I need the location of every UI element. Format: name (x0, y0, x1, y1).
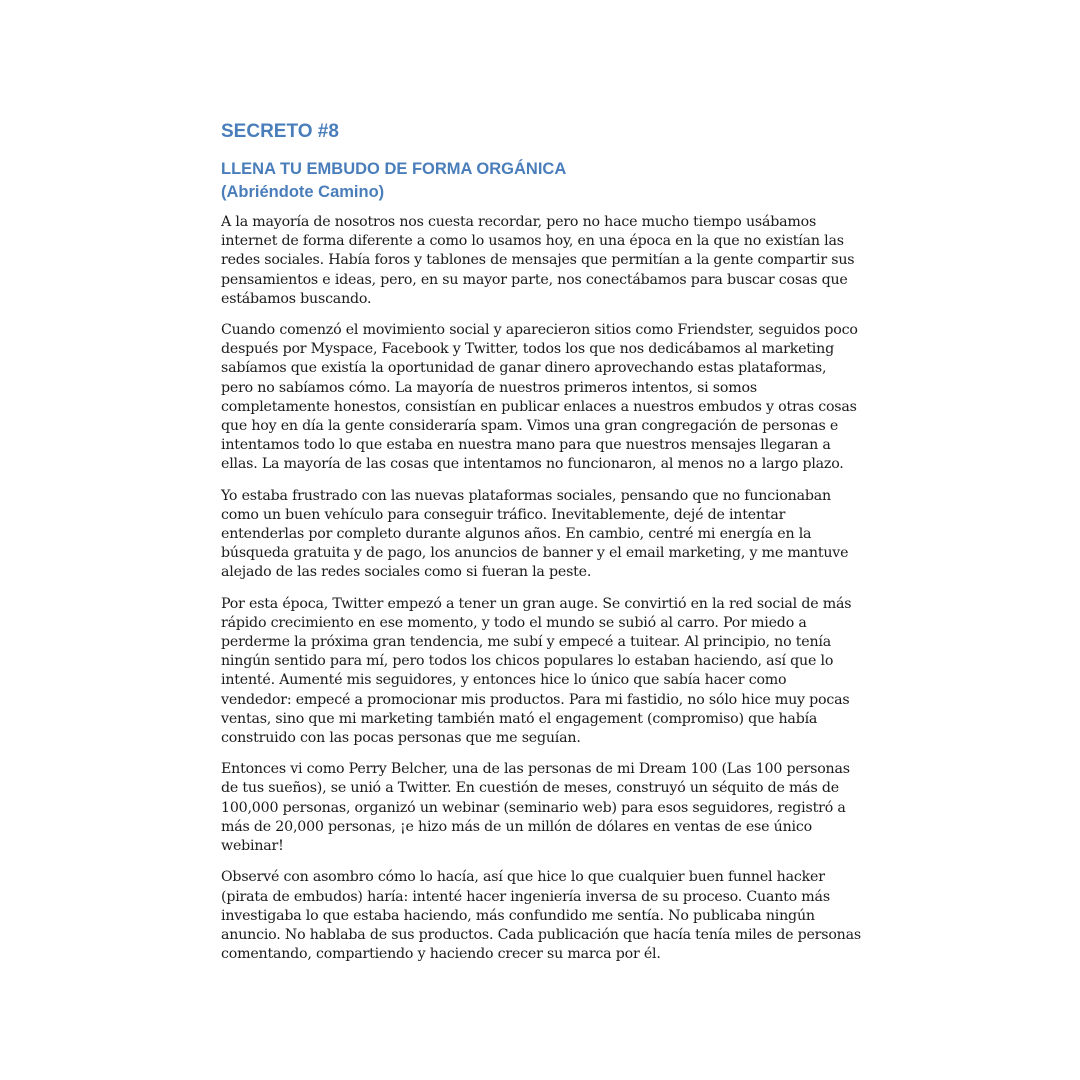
section-label: SECRETO #8 (221, 121, 339, 142)
subtitle-line-2: (Abriéndote Camino) (221, 183, 385, 201)
subtitle-line-1: LLENA TU EMBUDO DE FORMA ORGÁNICA (221, 160, 567, 178)
paragraph-5: Entonces vi como Perry Belcher, una de las personas de mi Dream 100 (Las 100 personas de tus sueños), se unió a Twitter. En cuestión de meses, construyó un séquito de más de 100,000 personas, organizó un webinar (seminario web) para esos seguidores, registró a más de 20,000 personas, ¡e hizo más de un millón de dólares en ventas de ese único webinar! (221, 761, 850, 855)
paragraph-2: Cuando comenzó el movimiento social y aparecieron sitios como Friendster, seguidos poco después por Myspace, Facebook y Twitter, todos los que nos dedicábamos al marketing sabíamos que existía la oportunidad de ganar dinero aprovechando estas plataformas, pero no sabíamos cómo. La mayoría de nuestros primeros intentos, si somos completamente honestos, consistían en publicar enlaces a nuestros embudos y otras cosas que hoy en día la gente consideraría spam. Vimos una gran congregación de personas e intentamos todo lo que estaba en nuestra mano para que nuestros mensajes llegaran a ellas. La mayoría de las cosas que intentamos no funcionaron, al menos no a largo plazo. (221, 322, 858, 473)
paragraph-4: Por esta época, Twitter empezó a tener un gran auge. Se convirtió en la red social de más rápido crecimiento en ese momento, y todo el mundo se subió al carro. Por miedo a perderme la próxima gran tendencia, me subí y empecé a tuitear. Al principio, no tenía ningún sentido para mí, pero todos los chicos populares lo estaban haciendo, así que lo intenté. Aumenté mis seguidores, y entonces hice lo único que sabía hacer como vendedor: empecé a promocionar mis productos. Para mi fastidio, no sólo hice muy pocas ventas, sino que mi marketing también mató el engagement (compromiso) que había construido con las pocas personas que me seguían. (221, 595, 852, 747)
paragraph-3: Yo estaba frustrado con las nuevas plataformas sociales, pensando que no funcionaban como un buen vehículo para conseguir tráfico. Inevitablemente, dejé de intentar entenderlas por completo durante algunos años. En cambio, centré mi energía en la búsqueda gratuita y de pago, los anuncios de banner y el email marketing, y me mantuve alejado de las redes sociales como si fueran la peste. (221, 487, 849, 581)
paragraph-6: Observé con asombro cómo lo hacía, así que hice lo que cualquier buen funnel hacker (pirata de embudos) haría: intenté hacer ingeniería inversa de su proceso. Cuanto más investigaba lo que estaba haciendo, más confundido me sentía. No publicaba ningún anuncio. No hablaba de sus productos. Cada publicación que hacía tenía miles de personas comentando, compartiendo y haciendo crecer su marca por él. (221, 869, 861, 963)
paragraph-1: A la mayoría de nosotros nos cuesta recordar, pero no hace mucho tiempo usábamos internet de forma diferente a como lo usamos hoy, en una época en la que no existían las redes sociales. Había foros y tablones de mensajes que permitían a la gente compartir sus pensamientos e ideas, pero, en su mayor parte, nos conectábamos para buscar cosas que estábamos buscando. (221, 214, 855, 307)
document-page (221, 120, 861, 976)
chapter-subtitle (221, 158, 861, 204)
